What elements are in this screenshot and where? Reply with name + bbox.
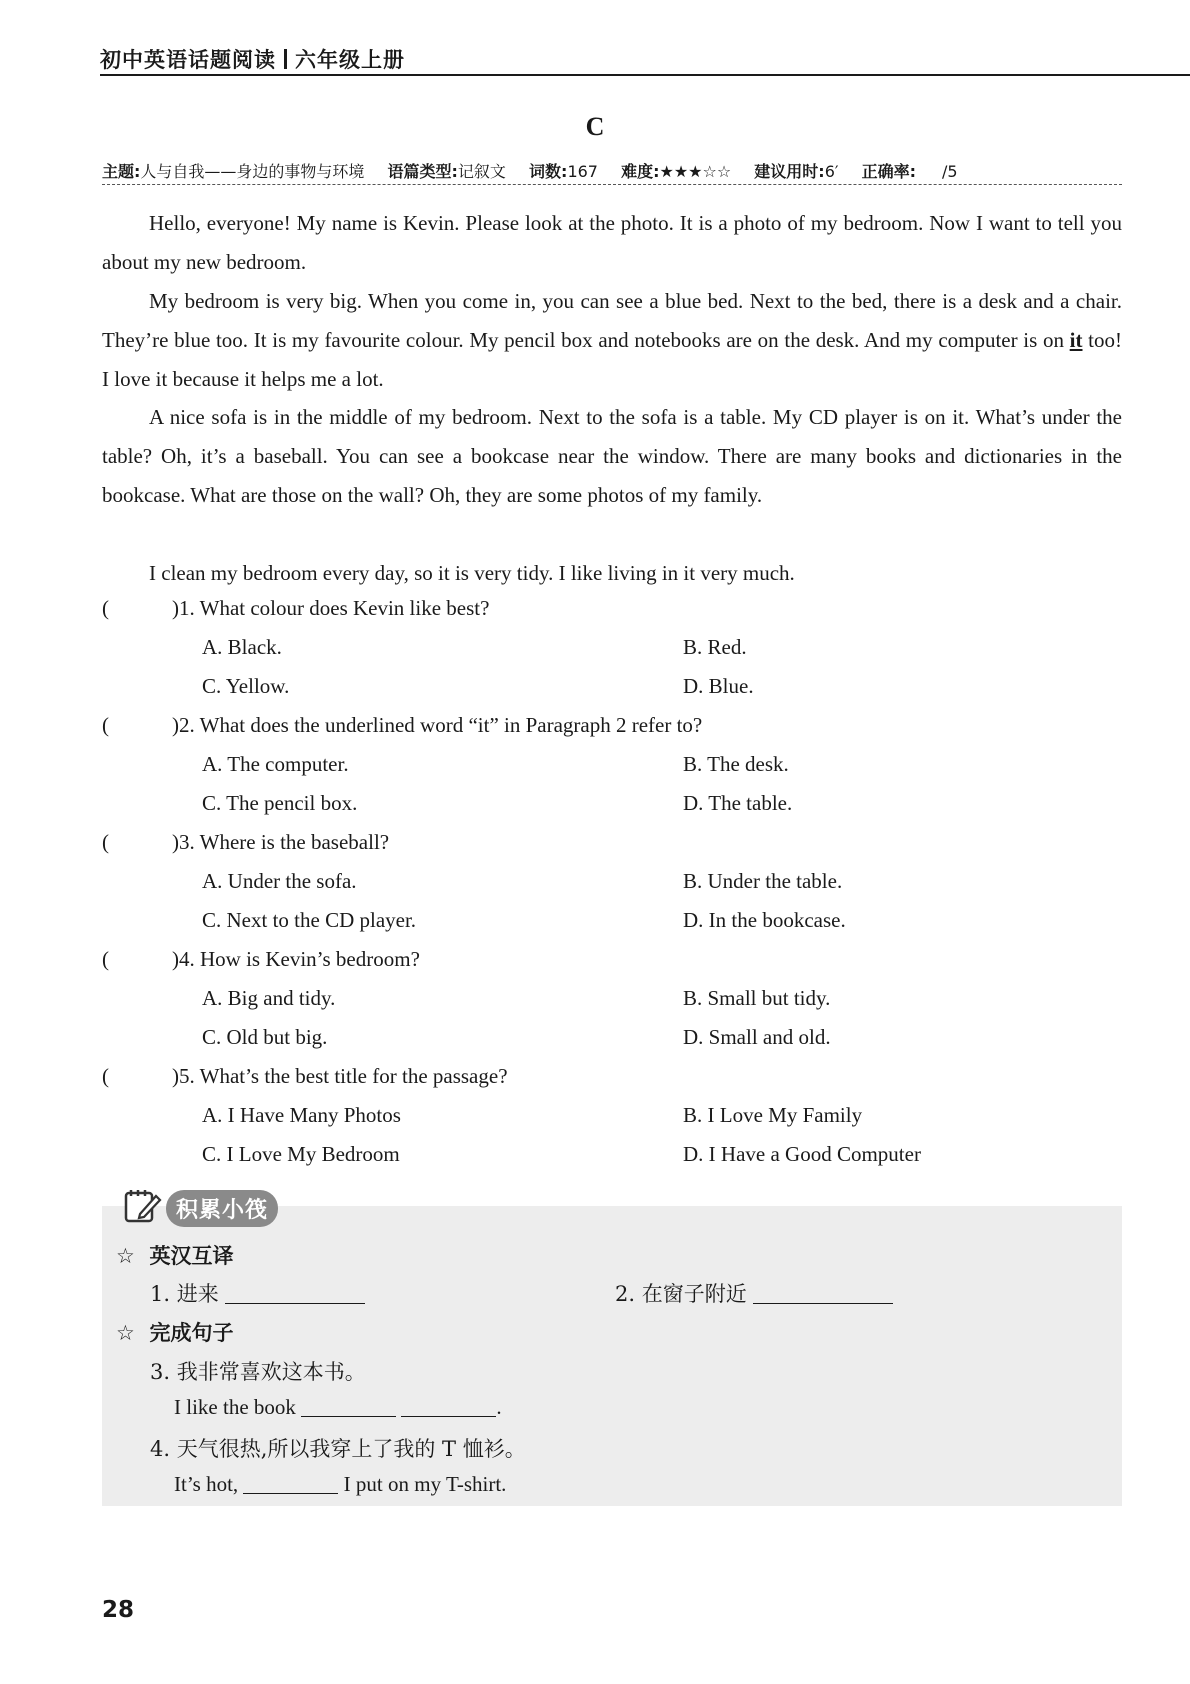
option-c: C. I Love My Bedroom [202,1142,400,1166]
fill-blank[interactable] [225,1303,365,1304]
option-a: A. The computer. [202,752,349,776]
answer-blank[interactable]: ( [102,830,109,854]
option-b: B. Small but tidy. [683,986,831,1010]
paragraph-2: My bedroom is very big. When you come in, you can see a blue bed. Next to the bed, there is a desk and a chair. They’re blue too. It is my favourite colour. My pencil box and notebooks are on the desk. And my computer is on it too! I love it because it helps me a lot. [102,289,1123,391]
question-1: ( )1. What colour does Kevin like best? [102,596,490,620]
running-header [100,44,405,74]
answer-blank[interactable]: ( [102,947,109,971]
note-item-2: 2. 在窗子附近 [615,1278,893,1308]
fill-blank[interactable] [753,1303,893,1304]
option-d: D. Small and old. [683,1025,831,1049]
note-item-3: 3. 我非常喜欢这本书。 [150,1360,366,1384]
option-d: D. Blue. [683,674,754,698]
question-5: ( )5. What’s the best title for the passage? [102,1064,508,1088]
answer-blank[interactable]: ( [102,713,109,737]
difficulty-stars: ★★★☆☆ [659,162,732,181]
header-rule [100,74,1190,76]
option-c: C. Yellow. [202,674,290,698]
genre-value: 记叙文 [457,162,506,181]
section-title: C [585,112,605,141]
time-label: 建议用时: [754,162,825,181]
option-a: A. Big and tidy. [202,986,336,1010]
notes-badge-label: 积累小筏 [166,1190,278,1227]
theme-label: 主题: [102,162,141,181]
paragraph-4: I clean my bedroom every day, so it is very tidy. I like living in it very much. [149,561,795,585]
notepad-pencil-icon [122,1186,162,1230]
time-value: 6′ [824,162,839,181]
notes-heading-translation: ☆ 英汉互译 [116,1244,234,1268]
notes-badge [122,1186,278,1230]
option-d: D. I Have a Good Computer [683,1142,921,1166]
underlined-word: it [1069,327,1083,352]
fill-blank[interactable] [243,1493,338,1494]
option-b: B. Under the table. [683,869,843,893]
option-d: D. The table. [683,791,793,815]
genre-label: 语篇类型: [387,162,458,181]
question-3: ( )3. Where is the baseball? [102,830,390,854]
meta-divider [102,184,1122,185]
answer-blank[interactable]: ( [102,1064,109,1088]
passage-meta [102,159,958,182]
star-icon: ☆ [116,1244,135,1268]
page-number: 28 [102,1597,135,1623]
option-a: A. Black. [202,635,282,659]
question-4: ( )4. How is Kevin’s bedroom? [102,947,420,971]
option-a: A. I Have Many Photos [202,1103,401,1127]
volume-label: 六年级上册 [295,48,405,72]
fill-blank[interactable] [301,1416,396,1417]
difficulty-label: 难度: [621,162,660,181]
note-item-4: 4. 天气很热,所以我穿上了我的 T 恤衫。 [150,1437,526,1461]
option-b: B. Red. [683,635,747,659]
accuracy-label: 正确率: [861,162,917,181]
answer-blank[interactable]: ( [102,596,109,620]
paragraph-1: Hello, everyone! My name is Kevin. Please look at the photo. It is a photo of my bedroom. Now I want to tell you about my new bedroom. [102,211,1122,274]
option-c: C. Next to the CD player. [202,908,417,932]
option-b: B. I Love My Family [683,1103,863,1127]
paragraph-3: A nice sofa is in the middle of my bedroom. Next to the sofa is a table. My CD player is on it. What’s under the table? Oh, it’s a baseball. You can see a bookcase near the window. There are many books and dictionaries in the bookcase. What are those on the wall? Oh, they are some photos of my family. [102,405,1122,507]
option-d: D. In the bookcase. [683,908,846,932]
note-item-1: 1. 进来 [150,1278,365,1308]
star-icon: ☆ [116,1321,135,1345]
notes-heading-sentences: ☆ 完成句子 [116,1321,234,1345]
option-c: C. Old but big. [202,1025,328,1049]
option-c: C. The pencil box. [202,791,358,815]
note-item-4-english: It’s hot, I put on my T-shirt. [174,1472,507,1496]
note-item-3-english: I like the book . [174,1395,502,1419]
fill-blank[interactable] [401,1416,496,1417]
question-2: ( )2. What does the underlined word “it” in Paragraph 2 refer to? [102,713,703,737]
words-label: 词数: [529,162,568,181]
accuracy-value: /5 [942,162,958,181]
theme-value: 人与自我——身边的事物与环境 [140,162,365,181]
header-separator [284,49,287,69]
words-value: 167 [567,162,598,181]
option-a: A. Under the sofa. [202,869,357,893]
option-b: B. The desk. [683,752,789,776]
book-title: 初中英语话题阅读 [100,48,276,72]
